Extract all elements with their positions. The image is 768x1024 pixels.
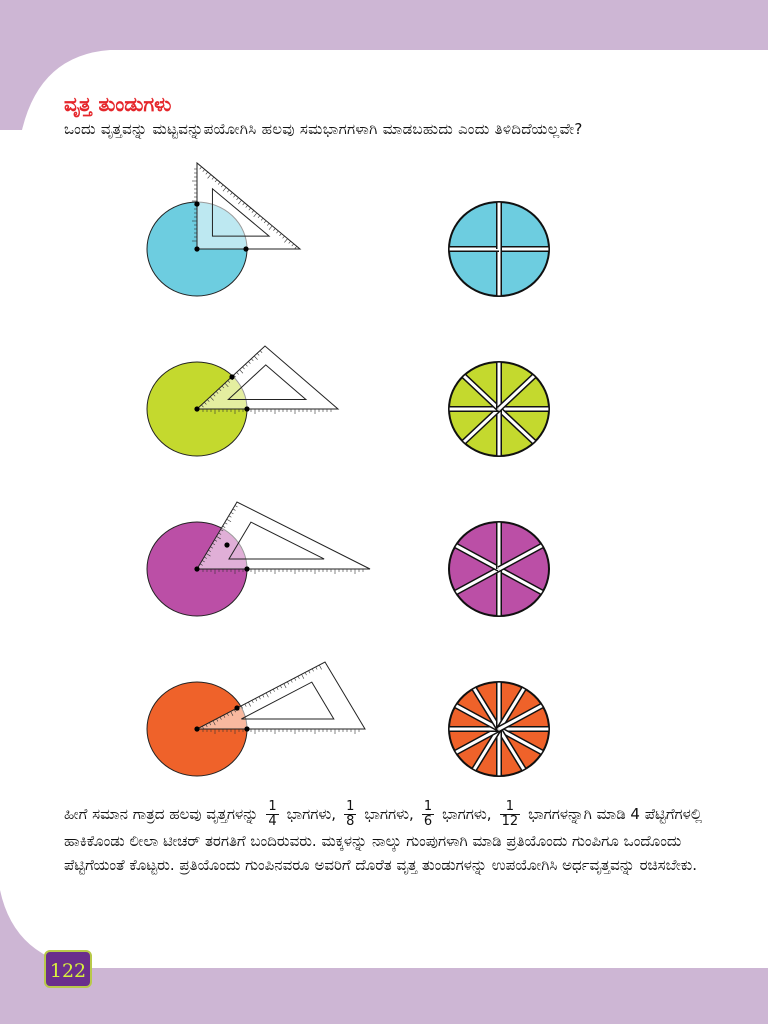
fraction-one-eighth <box>344 800 356 829</box>
fraction-numerator: 1 <box>268 799 277 814</box>
mark-dot <box>244 406 249 411</box>
mark-dot <box>243 246 248 251</box>
fraction-denominator: 12 <box>501 814 519 829</box>
mark-dot <box>224 542 229 547</box>
mark-dot <box>194 726 199 731</box>
fraction-denominator: 6 <box>423 814 433 829</box>
paragraph-text-2: ಭಾಗಗಳು, <box>286 805 337 823</box>
intro-text: ಒಂದು ವೃತ್ತವನ್ನು ಮಟ್ಟವನ್ನುಪಯೋಗಿಸಿ ಹಲವು ಸಮಭಾಗಗಳಾಗಿ ಮಾಡಬಹುದು ಎಂದು ತಿಳಿದಿದೆಯಲ್ಲವೇ? <box>64 120 583 138</box>
page-title: ವೃತ್ತ ತುಂಡುಗಳು <box>64 92 172 116</box>
mark-dot <box>244 726 249 731</box>
mark-dot <box>194 566 199 571</box>
fraction-one-quarter <box>266 800 278 829</box>
paragraph-text-5: ಭಾಗಗಳನ್ನಾಗಿ ಮಾಡಿ 4 ಪೆಟ್ಟಿಗೆಗಳಲ್ಲಿ ಹಾಕಿಕೊಂಡು ಲೀಲಾ ಟೀಚರ್ ತರಗತಿಗೆ ಬಂದಿರುವರು. ಮಕ್ಕಳನ್ನು ನಾಲ್ಕು ಗುಂಪುಗಳಾಗಿ ಮಾಡಿ ಪ್ರತಿಯೊಂದು ಗುಂಪಿಗೂ ಒಂದೊಂದು ಪೆಟ್ಟಿಗೆಯಂತೆ ಕೊಟ್ಟರು. ಪ್ರತಿಯೊಂದು ಗುಂಪಿನವರೂ ಅವರಿಗೆ ದೊರೆತ ವೃತ್ತ ತುಂಡುಗಳನ್ನು ಉಪಯೋಗಿಸಿ ಅರ್ಧವೃತ್ತವನ್ನು ರಚಿಸಬೇಕು. <box>64 805 703 874</box>
mark-dot <box>194 201 199 206</box>
fraction-numerator: 1 <box>346 799 355 814</box>
mark-dot <box>229 374 234 379</box>
fraction-denominator: 4 <box>268 814 277 829</box>
mark-dot <box>234 705 239 710</box>
fraction-one-twelfth <box>500 800 521 829</box>
page-number: 122 <box>44 950 92 988</box>
instruction-paragraph <box>64 800 716 877</box>
mark-dot <box>244 566 249 571</box>
mark-dot <box>194 406 199 411</box>
paragraph-text-3: ಭಾಗಗಳು, <box>364 805 414 823</box>
mark-dot <box>194 246 199 251</box>
paragraph-text-1: ಹೀಗೆ ಸಮಾನ ಗಾತ್ರದ ಹಲವು ವೃತ್ತಗಳನ್ನು <box>64 805 259 823</box>
fraction-denominator: 8 <box>346 814 355 829</box>
fraction-numerator: 1 <box>505 799 514 814</box>
paragraph-text-4: ಭಾಗಗಳು, <box>442 805 492 823</box>
fraction-numerator: 1 <box>423 799 433 814</box>
fraction-one-sixth <box>422 800 434 829</box>
